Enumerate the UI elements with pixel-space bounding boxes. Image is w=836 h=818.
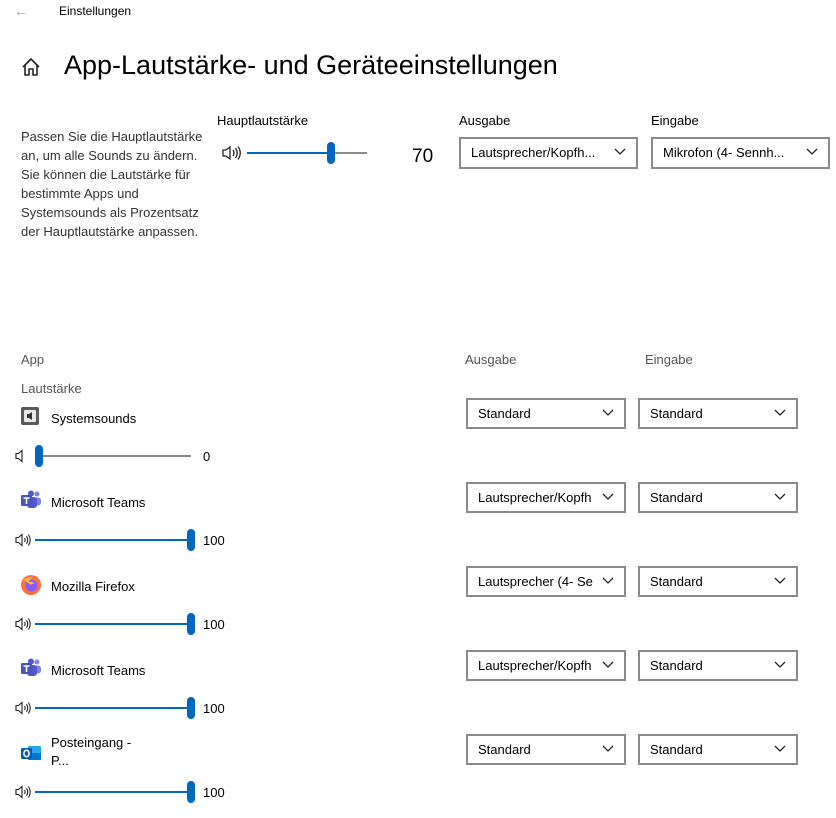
app-output-dropdown[interactable] bbox=[466, 734, 626, 765]
app-volume-slider[interactable] bbox=[35, 623, 191, 625]
app-volume-slider[interactable] bbox=[35, 707, 191, 709]
chevron-down-icon bbox=[774, 409, 786, 417]
app-output-value: Lautsprecher (4- Se bbox=[478, 574, 593, 589]
chevron-down-icon bbox=[602, 493, 614, 501]
app-name: Microsoft Teams bbox=[51, 495, 146, 510]
master-volume-label: Hauptlautstärke bbox=[217, 113, 309, 128]
app-input-value: Standard bbox=[650, 490, 703, 505]
description-text: Passen Sie die Hauptlautstärke an, um alle Sounds zu ändern. Sie können die Lautstärke für bestimmte Apps und Systemsounds als Prozentsatz der Hauptlautstärke anpassen. bbox=[21, 129, 203, 239]
app-volume-value: 100 bbox=[203, 533, 225, 548]
app-volume-fill bbox=[35, 707, 191, 709]
app-input-value: Standard bbox=[650, 574, 703, 589]
app-volume-value: 100 bbox=[203, 785, 225, 800]
app-input-dropdown[interactable] bbox=[638, 734, 798, 765]
chevron-down-icon bbox=[806, 148, 818, 156]
app-output-value: Standard bbox=[478, 742, 531, 757]
master-output-value: Lautsprecher/Kopfh... bbox=[471, 145, 596, 160]
speaker-icon[interactable] bbox=[15, 617, 33, 636]
app-output-value: Standard bbox=[478, 406, 531, 421]
app-volume-slider[interactable] bbox=[35, 455, 191, 457]
app-volume-thumb[interactable] bbox=[187, 781, 195, 803]
app-volume-thumb[interactable] bbox=[35, 445, 43, 467]
app-name: Mozilla Firefox bbox=[51, 579, 135, 594]
app-volume-value: 100 bbox=[203, 701, 225, 716]
app-output-dropdown[interactable] bbox=[466, 398, 626, 429]
firefox-icon bbox=[20, 574, 42, 601]
app-output-dropdown[interactable] bbox=[466, 650, 626, 681]
app-name-line: Posteingang - bbox=[51, 735, 132, 750]
app-input-dropdown[interactable] bbox=[638, 398, 798, 429]
master-input-dropdown[interactable] bbox=[651, 137, 830, 169]
chevron-down-icon bbox=[614, 148, 626, 156]
home-icon[interactable] bbox=[20, 56, 42, 78]
app-name: Systemsounds bbox=[51, 411, 137, 426]
master-output-dropdown[interactable] bbox=[459, 137, 638, 169]
chevron-down-icon bbox=[602, 745, 614, 753]
master-volume-fill bbox=[247, 152, 331, 154]
column-app: App bbox=[21, 352, 45, 367]
app-name-line: P... bbox=[51, 753, 69, 768]
app-row bbox=[0, 566, 836, 650]
chevron-down-icon bbox=[774, 661, 786, 669]
master-volume-value: 70 bbox=[412, 146, 434, 167]
app-row bbox=[0, 734, 836, 818]
speaker-icon[interactable] bbox=[15, 533, 33, 552]
speaker-icon[interactable] bbox=[15, 701, 33, 720]
chevron-down-icon bbox=[774, 577, 786, 585]
app-row bbox=[0, 650, 836, 734]
column-output: Ausgabe bbox=[465, 352, 517, 367]
system-sounds-icon bbox=[20, 406, 40, 431]
column-volume: Lautstärke bbox=[21, 381, 82, 396]
speaker-icon[interactable] bbox=[15, 785, 33, 804]
app-output-value: Lautsprecher/Kopfh bbox=[478, 490, 592, 505]
app-volume-fill bbox=[35, 623, 191, 625]
back-button[interactable]: ← bbox=[14, 3, 28, 19]
outlook-icon bbox=[20, 742, 42, 769]
teams-icon bbox=[20, 490, 42, 515]
app-output-value: Lautsprecher/Kopfh bbox=[478, 658, 592, 673]
app-volume-slider[interactable] bbox=[35, 539, 191, 541]
speaker-icon[interactable] bbox=[221, 145, 243, 166]
master-volume-slider[interactable] bbox=[247, 152, 367, 154]
teams-icon bbox=[20, 658, 42, 683]
page-title: App-Lautstärke- und Geräteeinstellungen bbox=[64, 50, 558, 80]
chevron-down-icon bbox=[602, 577, 614, 585]
app-row bbox=[0, 398, 836, 482]
app-output-dropdown[interactable] bbox=[466, 482, 626, 513]
master-volume-thumb[interactable] bbox=[327, 142, 335, 164]
chevron-down-icon bbox=[774, 745, 786, 753]
window-title: Einstellungen bbox=[59, 4, 132, 18]
app-input-value: Standard bbox=[650, 658, 703, 673]
app-input-dropdown[interactable] bbox=[638, 482, 798, 513]
speaker-muted-icon[interactable] bbox=[15, 449, 25, 468]
chevron-down-icon bbox=[602, 409, 614, 417]
chevron-down-icon bbox=[602, 661, 614, 669]
app-name bbox=[51, 734, 161, 770]
chevron-down-icon bbox=[774, 493, 786, 501]
app-volume-thumb[interactable] bbox=[187, 697, 195, 719]
app-volume-thumb[interactable] bbox=[187, 529, 195, 551]
master-input-value: Mikrofon (4- Sennh... bbox=[663, 145, 785, 160]
master-input-label: Eingabe bbox=[651, 113, 699, 128]
column-input: Eingabe bbox=[645, 352, 693, 367]
master-output-label: Ausgabe bbox=[459, 113, 511, 128]
app-volume-value: 0 bbox=[203, 449, 211, 464]
app-volume-slider[interactable] bbox=[35, 791, 191, 793]
app-volume-fill bbox=[35, 539, 191, 541]
app-input-value: Standard bbox=[650, 406, 703, 421]
app-volume-fill bbox=[35, 791, 191, 793]
app-output-dropdown[interactable] bbox=[466, 566, 626, 597]
app-input-value: Standard bbox=[650, 742, 703, 757]
app-input-dropdown[interactable] bbox=[638, 650, 798, 681]
app-input-dropdown[interactable] bbox=[638, 566, 798, 597]
app-volume-thumb[interactable] bbox=[187, 613, 195, 635]
app-row bbox=[0, 482, 836, 566]
app-name: Microsoft Teams bbox=[51, 663, 146, 678]
app-volume-value: 100 bbox=[203, 617, 225, 632]
